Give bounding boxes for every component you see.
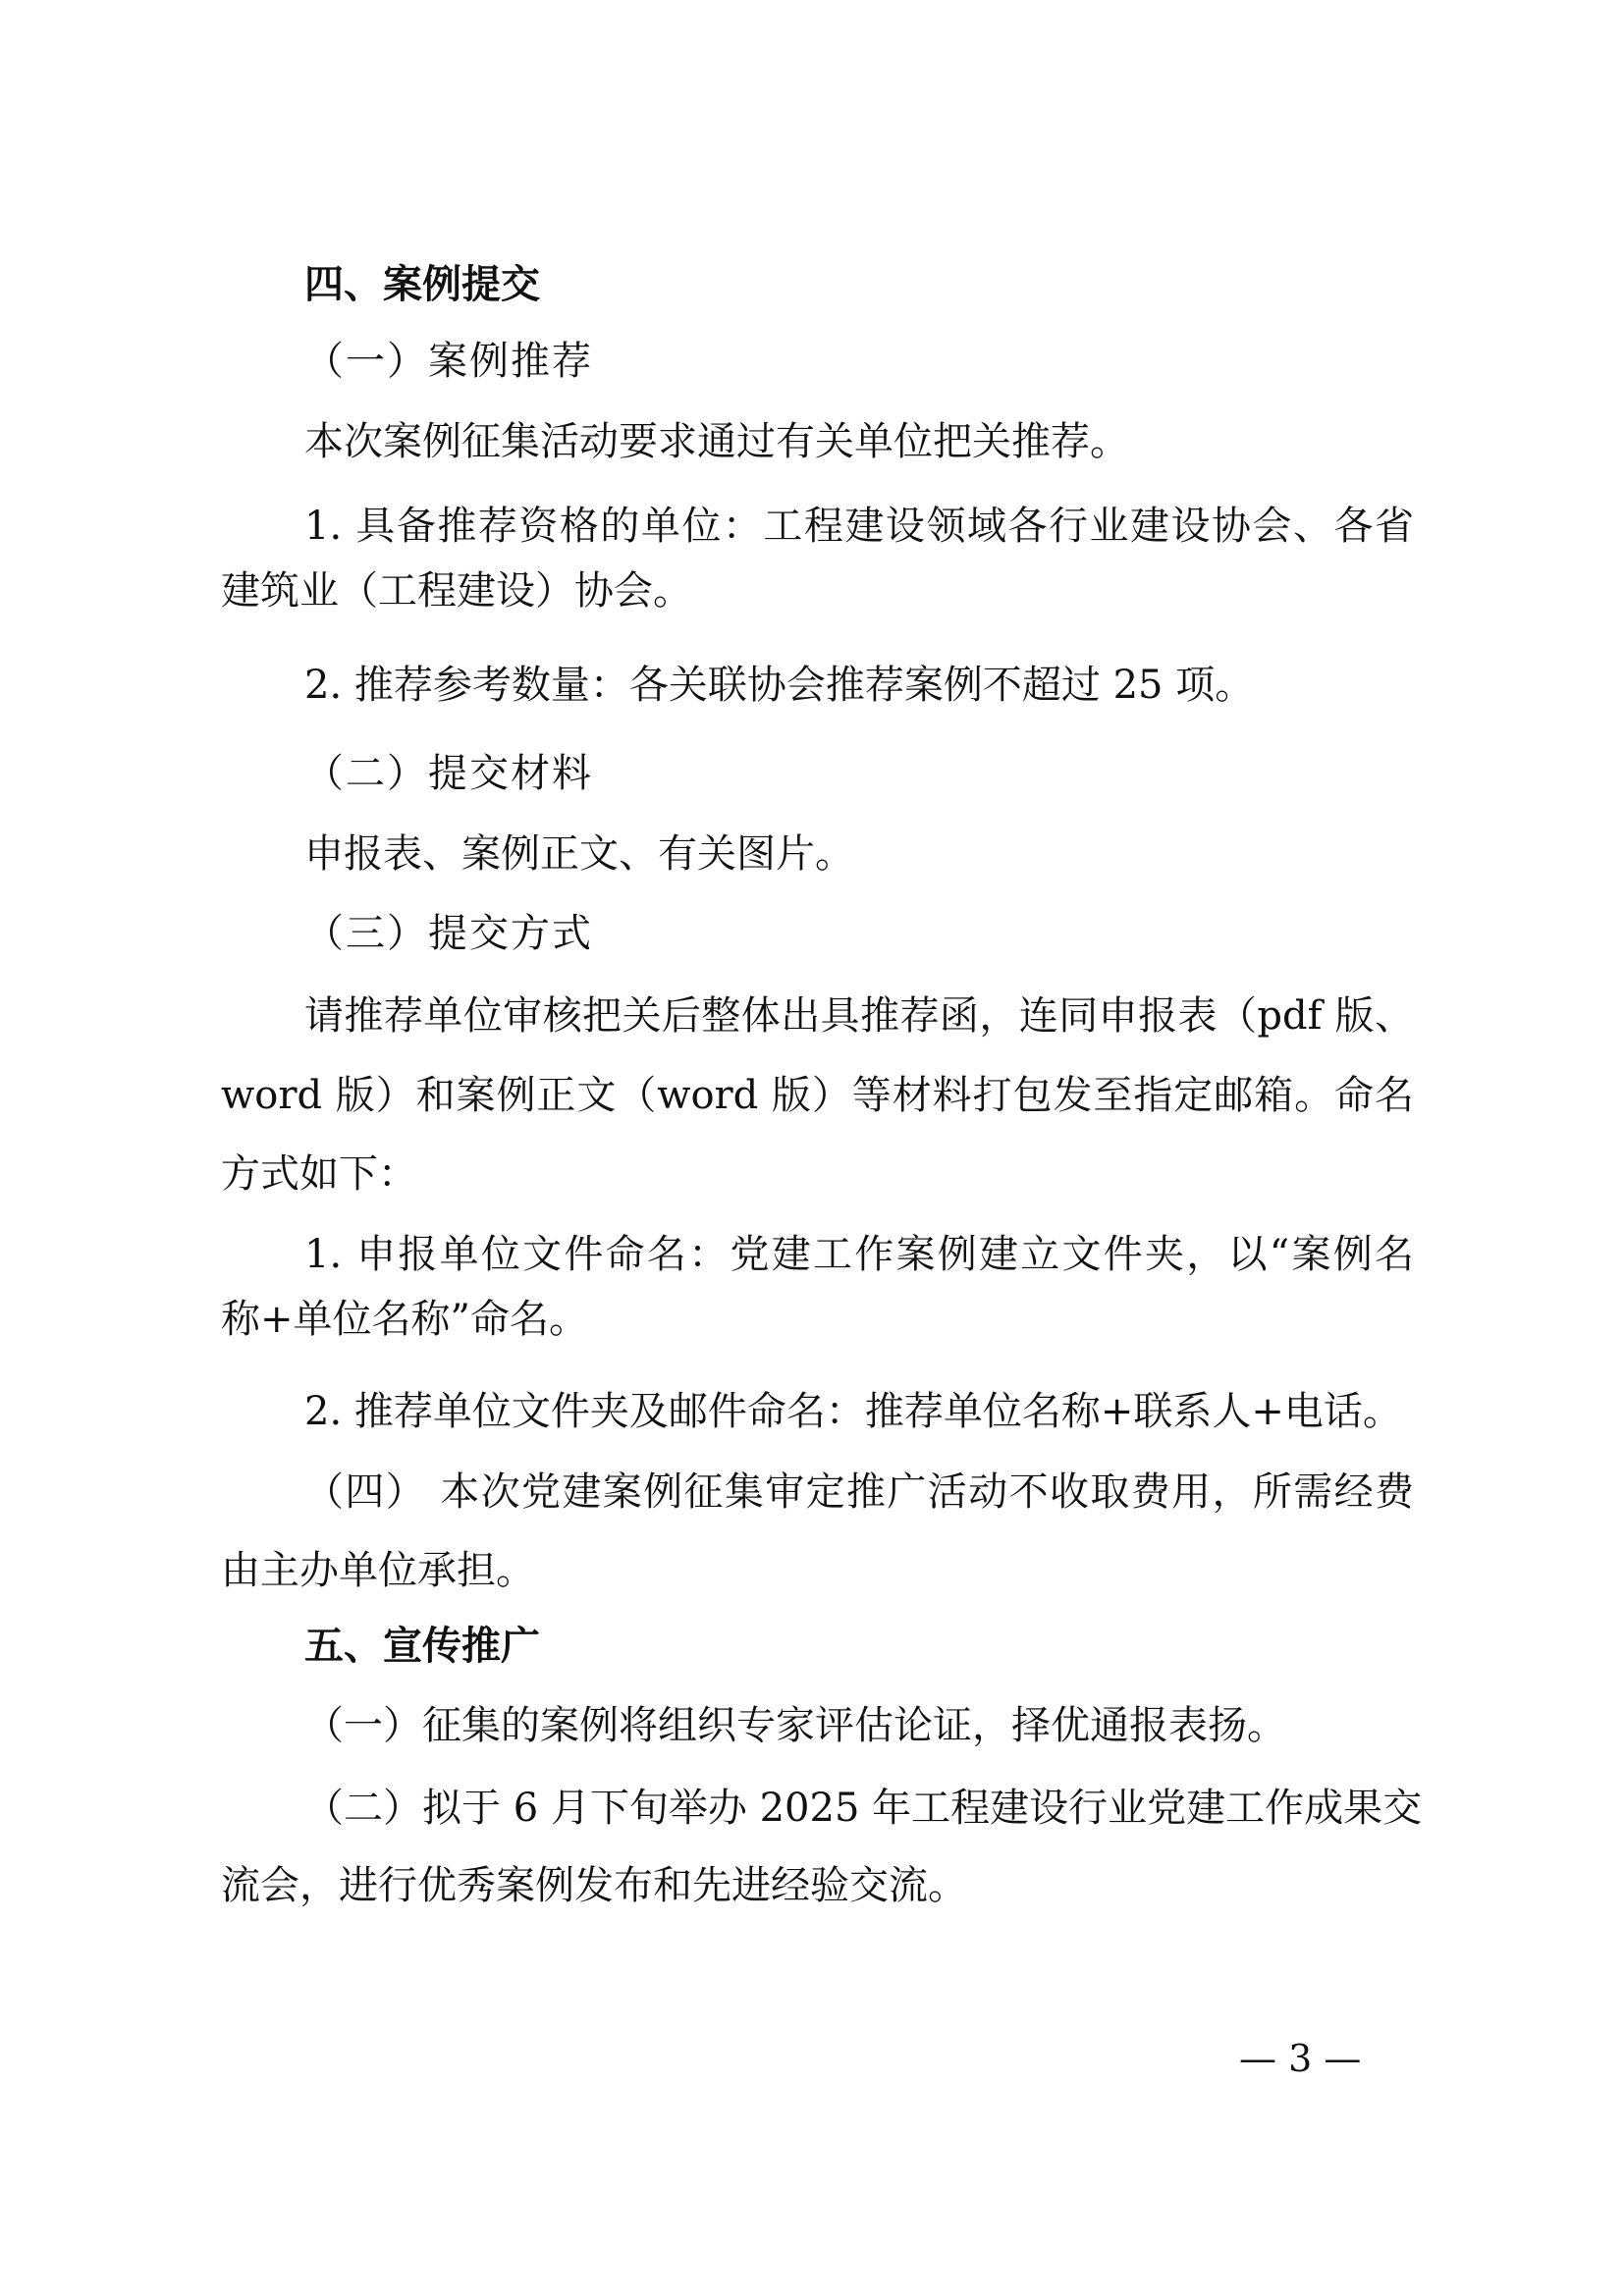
subheading-materials: （二）提交材料 [304,751,593,796]
paragraph-line: （四） 本次党建案例征集审定推广活动不收取费用，所需经费 [304,1469,1414,1515]
subheading-submission-method: （三）提交方式 [304,911,593,956]
paragraph-line: word 版）和案例正文（word 版）等材料打包发至指定邮箱。命名 [221,1073,1414,1118]
paragraph-line: （二）拟于 6 月下旬举办 2025 年工程建设行业党建工作成果交 [304,1786,1423,1831]
list-item-2: 2. 推荐单位文件夹及邮件命名：推荐单位名称+联系人+电话。 [304,1389,1402,1434]
paragraph-line: 请推荐单位审核把关后整体出具推荐函，连同申报表（pdf 版、 [304,993,1414,1039]
paragraph: 申报表、案例正文、有关图片。 [304,831,854,877]
section-heading-4: 四、案例提交 [304,262,540,307]
list-item-1-line2: 建筑业（工程建设）协会。 [221,568,692,614]
list-item-1-line2: 称+单位名称”命名。 [221,1297,588,1342]
page-number: — 3 — [1239,2037,1362,2080]
paragraph: 本次案例征集活动要求通过有关单位把关推荐。 [304,419,1129,464]
subheading-case-recommendation: （一）案例推荐 [304,339,593,384]
section-heading-5: 五、宣传推广 [304,1624,540,1669]
paragraph-line: 方式如下： [221,1151,417,1197]
paragraph-line: 由主办单位承担。 [221,1548,535,1593]
list-item-1-line1: 1. 申报单位文件命名：党建工作案例建立文件夹，以“案例名 [304,1232,1414,1277]
list-item-2: 2. 推荐参考数量：各关联协会推荐案例不超过 25 项。 [304,663,1255,708]
list-item-1-line1: 1. 具备推荐资格的单位：工程建设领域各行业建设协会、各省 [304,504,1414,549]
paragraph: （一）征集的案例将组织专家评估论证，择优通报表扬。 [304,1703,1286,1748]
paragraph-line: 流会，进行优秀案例发布和先进经验交流。 [221,1863,967,1908]
